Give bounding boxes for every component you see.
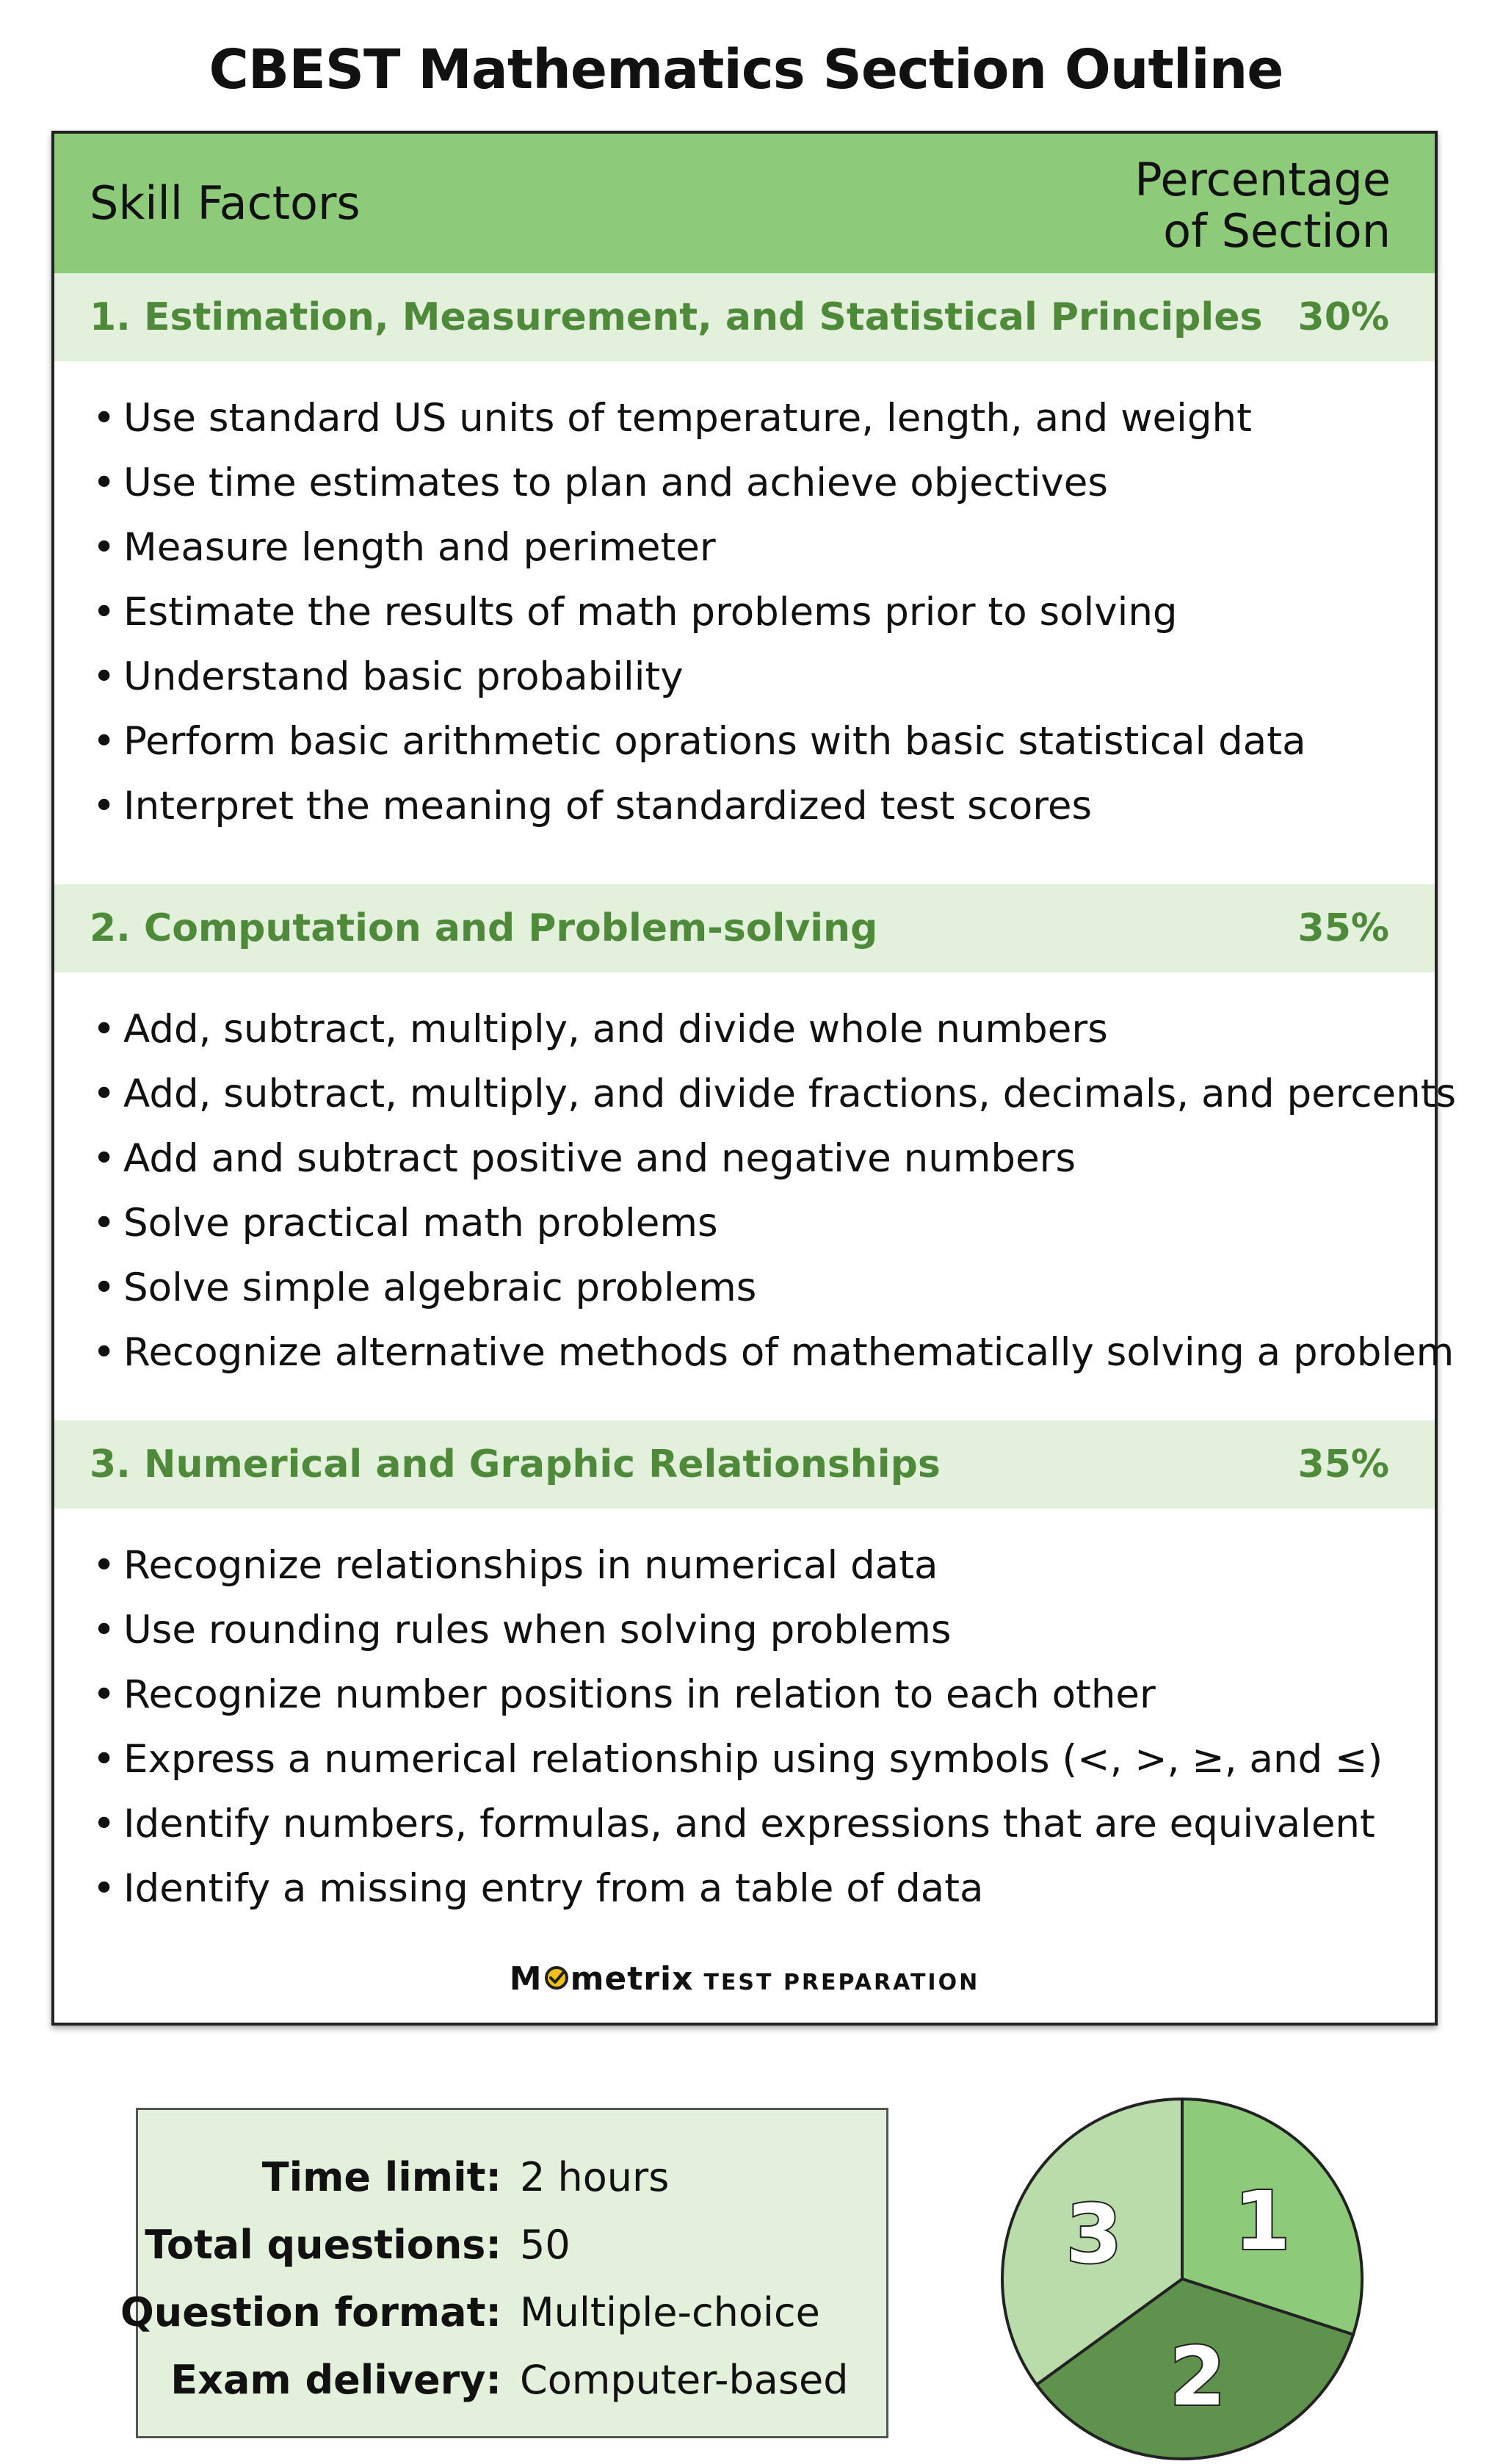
pie-label-1: 1 [1234, 2173, 1291, 2268]
exam-info-row [138, 2346, 886, 2414]
percentage-heading [1082, 154, 1391, 257]
list-item-text: Recognize relationships in numerical data [123, 1543, 938, 1588]
list-item-text: Identify a missing entry from a table of data [123, 1866, 984, 1911]
bullet-icon: • [93, 719, 116, 764]
list-item-text: Add and subtract positive and negative numbers [123, 1136, 1076, 1181]
list-item-text: Measure length and perimeter [123, 525, 716, 570]
bullet-icon: • [93, 1330, 116, 1375]
section-1-percent: 30% [1297, 295, 1389, 339]
bullet-icon: • [93, 1608, 116, 1652]
pie-label-3: 3 [1065, 2186, 1123, 2281]
exam-info-label: Total questions: [145, 2222, 501, 2268]
bullet-icon: • [93, 396, 116, 441]
list-item-text: Recognize number positions in relation to each other [123, 1672, 1156, 1717]
list-item-text: Solve practical math problems [123, 1201, 718, 1246]
section-3-title: 3. Numerical and Graphic Relationships [90, 1442, 941, 1486]
list-item-text: Solve simple algebraic problems [123, 1265, 757, 1310]
list-item [90, 645, 1426, 709]
bullet-icon: • [93, 1072, 116, 1116]
list-item-text: Estimate the results of math problems prior to solving [123, 590, 1178, 635]
list-item-text: Identify numbers, formulas, and expressions that are equivalent [123, 1802, 1375, 1846]
list-item [90, 1792, 1426, 1857]
bullet-icon: • [93, 1007, 116, 1052]
list-item [90, 580, 1426, 645]
list-item [90, 1320, 1455, 1385]
bullet-icon: • [93, 1136, 116, 1181]
bullet-icon: • [93, 1543, 116, 1588]
section-2-percent: 35% [1297, 906, 1389, 950]
exam-info-row [120, 2279, 886, 2346]
bullet-icon: • [93, 784, 116, 828]
list-item [90, 774, 1426, 839]
clock-check-icon [543, 1955, 570, 2006]
bullet-icon: • [93, 525, 116, 570]
section-2-title: 2. Computation and Problem-solving [90, 906, 878, 950]
list-item [90, 709, 1426, 774]
section-1-list [90, 386, 1426, 839]
section-2-header [54, 884, 1435, 972]
bullet-icon: • [93, 1802, 116, 1846]
skill-outline-table [51, 131, 1457, 2026]
list-item-text: Use standard US units of temperature, length, and weight [123, 396, 1252, 441]
exam-info-label: Time limit: [261, 2154, 501, 2200]
exam-info-row [138, 2144, 886, 2211]
bullet-icon: • [93, 1201, 116, 1246]
list-item-text: Use rounding rules when solving problems [123, 1608, 952, 1652]
list-item-text: Add, subtract, multiply, and divide whole numbers [123, 1007, 1108, 1052]
section-share-pie [991, 2089, 1373, 2464]
page-title: CBEST Mathematics Section Outline [209, 38, 1283, 101]
list-item [90, 1127, 1426, 1191]
list-item [90, 1533, 1426, 1598]
exam-info-value: Computer-based [520, 2357, 849, 2403]
section-3-header [54, 1420, 1435, 1509]
pie-label-2: 2 [1169, 2330, 1226, 2424]
list-item [90, 451, 1426, 516]
exam-info-value: 2 hours [520, 2154, 670, 2200]
exam-info-value: 50 [520, 2222, 571, 2268]
exam-info-row [138, 2211, 886, 2279]
exam-info-label: Exam delivery: [170, 2357, 501, 2403]
exam-info-value: Multiple-choice [520, 2289, 820, 2335]
bullet-icon: • [93, 1265, 116, 1310]
list-item [90, 1598, 1426, 1663]
list-item [90, 1663, 1426, 1727]
list-item [90, 386, 1426, 451]
bullet-icon: • [93, 1866, 116, 1911]
list-item-text: Interpret the meaning of standardized test scores [123, 784, 1093, 828]
section-1-header [54, 273, 1435, 361]
list-item-text: Use time estimates to plan and achieve objectives [123, 460, 1109, 505]
table-header [54, 134, 1435, 275]
exam-info-box [120, 2108, 888, 2438]
list-item-text: Understand basic probability [123, 654, 684, 699]
bullet-icon: • [93, 654, 116, 699]
section-3-list [90, 1533, 1426, 1921]
list-item-text: Express a numerical relationship using symbols (<, >, ≥, and ≤) [123, 1737, 1383, 1782]
bullet-icon: • [93, 460, 116, 505]
list-item-text: Add, subtract, multiply, and divide fractions, decimals, and percents [123, 1072, 1457, 1116]
skill-factors-heading: Skill Factors [90, 176, 361, 230]
list-item [90, 516, 1426, 580]
list-item [90, 1062, 1457, 1127]
percentage-heading-line2: of Section [1163, 204, 1391, 258]
bullet-icon: • [93, 1672, 116, 1717]
section-2-list [90, 997, 1457, 1385]
list-item-text: Recognize alternative methods of mathematically solving a problem [123, 1330, 1455, 1375]
list-item [90, 1857, 1426, 1921]
bullet-icon: • [93, 1737, 116, 1782]
list-item [90, 997, 1426, 1062]
list-item [90, 1191, 1426, 1256]
list-item-text: Perform basic arithmetic oprations with basic statistical data [123, 719, 1306, 764]
mometrix-logo [54, 1954, 1435, 2005]
exam-info-label: Question format: [120, 2289, 501, 2335]
section-1-title: 1. Estimation, Measurement, and Statistical Principles [90, 295, 1263, 339]
bullet-icon: • [93, 590, 116, 635]
list-item [90, 1256, 1426, 1320]
section-3-percent: 35% [1297, 1442, 1389, 1486]
list-item [90, 1727, 1426, 1792]
brand-tagline: TEST PREPARATION [703, 1970, 980, 1995]
percentage-heading-line1: Percentage [1134, 153, 1391, 206]
brand-name: M metrix [510, 1960, 694, 1998]
